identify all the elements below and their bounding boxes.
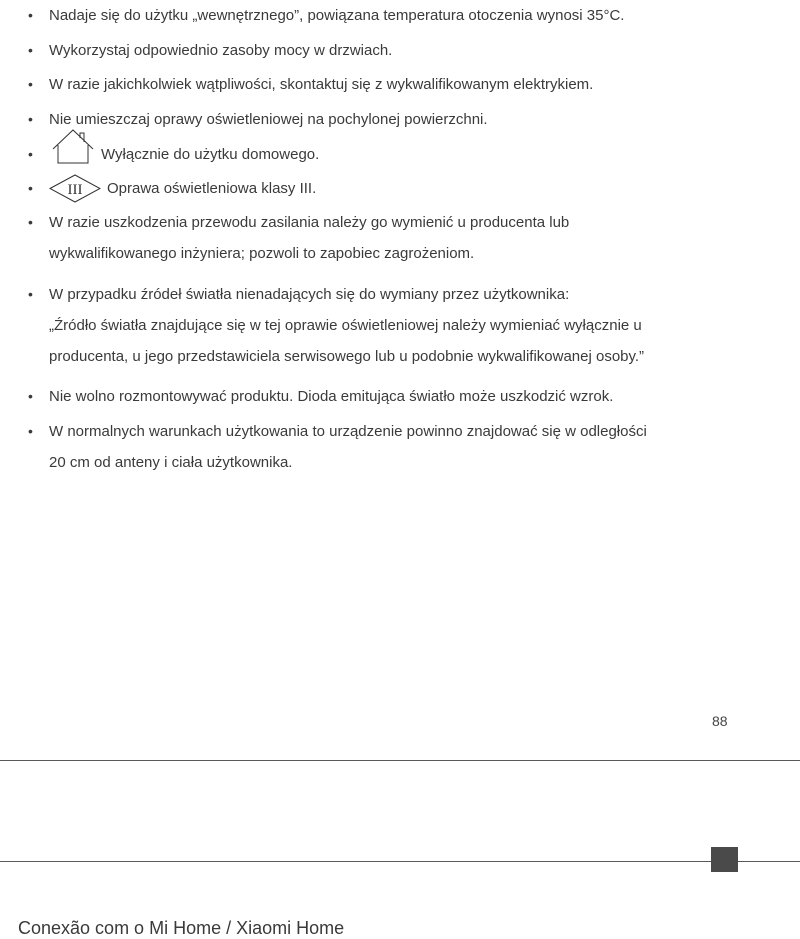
list-item-text: Wyłącznie do użytku domowego. — [101, 146, 320, 163]
list-item-text-line-2: „Źródło światła znajdujące się w tej oprawie oświetleniowej należy wymieniać wyłącznie u — [49, 317, 642, 334]
class-iii-icon — [49, 174, 101, 203]
list-item-text-line-2: 20 cm od anteny i ciała użytkownika. — [49, 454, 293, 471]
list-item-text: Nie wolno rozmontowywać produktu. Dioda emitująca światło może uszkodzić wzrok. — [49, 388, 614, 405]
page-number: 88 — [712, 713, 728, 729]
bullet-glyph: • — [28, 388, 33, 404]
list-item-text-line-1: W razie uszkodzenia przewodu zasilania należy go wymienić u producenta lub — [49, 214, 570, 231]
bullet-glyph: • — [28, 180, 33, 196]
list-item-text: Nadaje się do użytku „wewnętrznego”, powiązana temperatura otoczenia wynosi 35°C. — [49, 7, 625, 24]
next-page-header-rule — [0, 861, 800, 862]
bullet-glyph: • — [28, 111, 33, 127]
bullet-glyph: • — [28, 214, 33, 230]
language-tab-label: PT — [718, 878, 731, 889]
list-item-text: Oprawa oświetleniowa klasy III. — [107, 180, 317, 197]
list-item-text-line-1: W przypadku źródeł światła nienadających się do wymiany przez użytkownika: — [49, 286, 570, 303]
bullet-glyph: • — [28, 42, 33, 58]
list-item-text: W razie jakichkolwiek wątpliwości, skontaktuj się z wykwalifikowanym elektrykiem. — [49, 76, 594, 93]
bullet-glyph: • — [28, 286, 33, 302]
house-icon — [49, 128, 97, 166]
bullet-glyph: • — [28, 146, 33, 162]
bullet-glyph: • — [28, 7, 33, 23]
bullet-glyph: • — [28, 76, 33, 92]
language-tab — [711, 847, 738, 889]
list-item-text: Wykorzystaj odpowiednio zasoby mocy w drzwiach. — [49, 42, 393, 59]
list-item-text-line-2: wykwalifikowanego inżyniera; pozwoli to zapobiec zagrożeniom. — [49, 245, 475, 262]
list-item-text-line-1: W normalnych warunkach użytkowania to urządzenie powinno znajdować się w odległości — [49, 423, 647, 440]
list-item-text: Nie umieszczaj oprawy oświetleniowej na pochylonej powierzchni. — [49, 111, 488, 128]
bullet-glyph: • — [28, 423, 33, 439]
class-iii-label: III — [67, 182, 83, 198]
next-page-heading: Conexão com o Mi Home / Xiaomi Home — [18, 918, 345, 938]
list-item-text-line-3: producenta, u jego przedstawiciela serwisowego lub u podobnie wykwalifikowanej osoby.” — [49, 348, 645, 365]
page-bottom-divider — [0, 760, 800, 761]
